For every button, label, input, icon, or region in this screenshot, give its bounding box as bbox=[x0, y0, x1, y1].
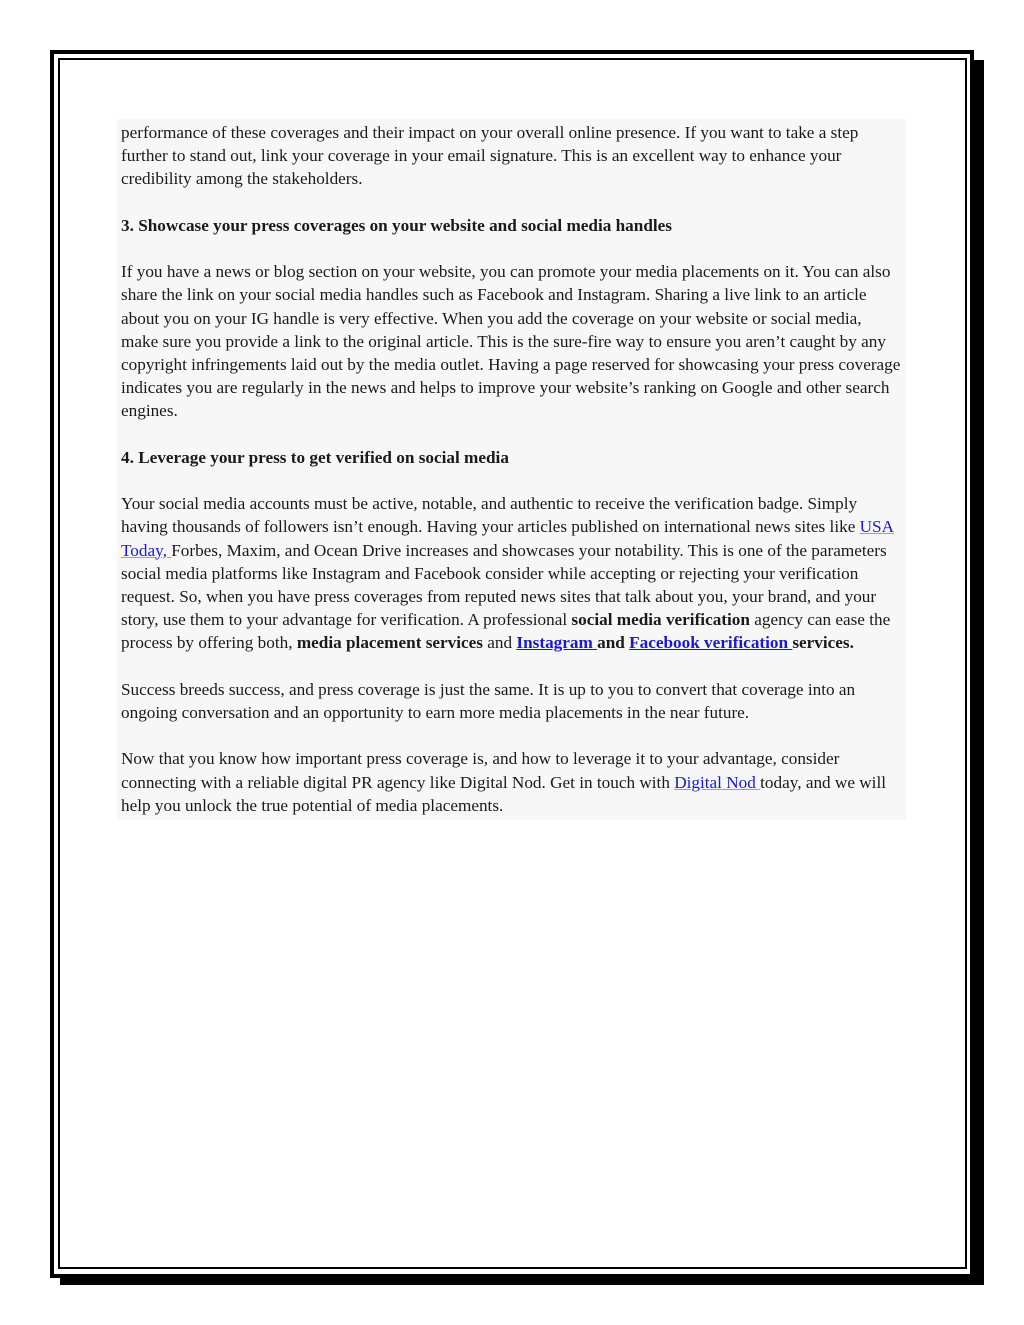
media-placement-services-bold: media placement services bbox=[296, 633, 483, 653]
instagram-link[interactable]: Instagram bbox=[516, 633, 598, 653]
services-bold: services. bbox=[792, 633, 854, 653]
closing-paragraph-2 bbox=[121, 747, 902, 817]
section-4-text: Your social media accounts must be active, notable, and authentic to receive the verification badge. Simply having thousands of followers isn’t enough. Having your articles published on international news sites like bbox=[121, 494, 860, 537]
closing-text: today, and we will help you unlock the true potential of media placements. bbox=[121, 772, 887, 815]
article-content bbox=[117, 119, 906, 820]
section-4-text: Forbes, Maxim, and Ocean Drive increases and showcases your notability. This is one of the parameters social media platforms like Instagram and Facebook consider while accepting or rejecting your verification request. So, when you have press coverages from reputed news sites that talk about you, your brand, and your story, use them to your advantage for verification. A professional bbox=[121, 540, 887, 630]
section-3-paragraph: If you have a news or blog section on your website, you can promote your media placements on it. You can also share the link on your social media handles such as Facebook and Instagram. Sharing a live link to an article about you on your IG handle is very effective. When you add the coverage on your website or social media, make sure you provide a link to the original article. This is the sure-fire way to ensure you aren’t caught by any copyright infringements laid out by the media outlet. Having a page reserved for showcasing your press coverage indicates you are regularly in the news and helps to improve your website’s ranking on Google and other search engines. bbox=[121, 262, 901, 421]
section-3-heading: 3. Showcase your press coverages on your website and social media handles bbox=[121, 215, 672, 235]
closing-paragraph-1: Success breeds success, and press coverage is just the same. It is up to you to convert that coverage into an ongoing conversation and an opportunity to earn more media placements in the near future. bbox=[121, 679, 856, 722]
closing-text: Now that you know how important press coverage is, and how to leverage it to your advantage, consider connecting with a reliable digital PR agency like Digital Nod. Get in touch with bbox=[121, 749, 840, 792]
intro-paragraph: performance of these coverages and their impact on your overall online presence. If you want to take a step further to stand out, link your coverage in your email signature. This is an excellent way to enhance your credibility among the stakeholders. bbox=[121, 123, 859, 189]
section-4-text: agency can ease the process by offering both, bbox=[121, 610, 891, 653]
social-media-verification-bold: social media verification bbox=[571, 610, 750, 630]
usa-today-link[interactable]: USA Today, bbox=[121, 517, 895, 560]
section-4-paragraph bbox=[121, 492, 902, 654]
digital-nod-link[interactable]: Digital Nod bbox=[674, 772, 761, 792]
and-bold: and bbox=[597, 633, 630, 653]
facebook-verification-link[interactable]: Facebook verification bbox=[629, 633, 793, 653]
section-4-heading: 4. Leverage your press to get verified on social media bbox=[121, 447, 509, 467]
section-4-text: and bbox=[482, 633, 517, 653]
